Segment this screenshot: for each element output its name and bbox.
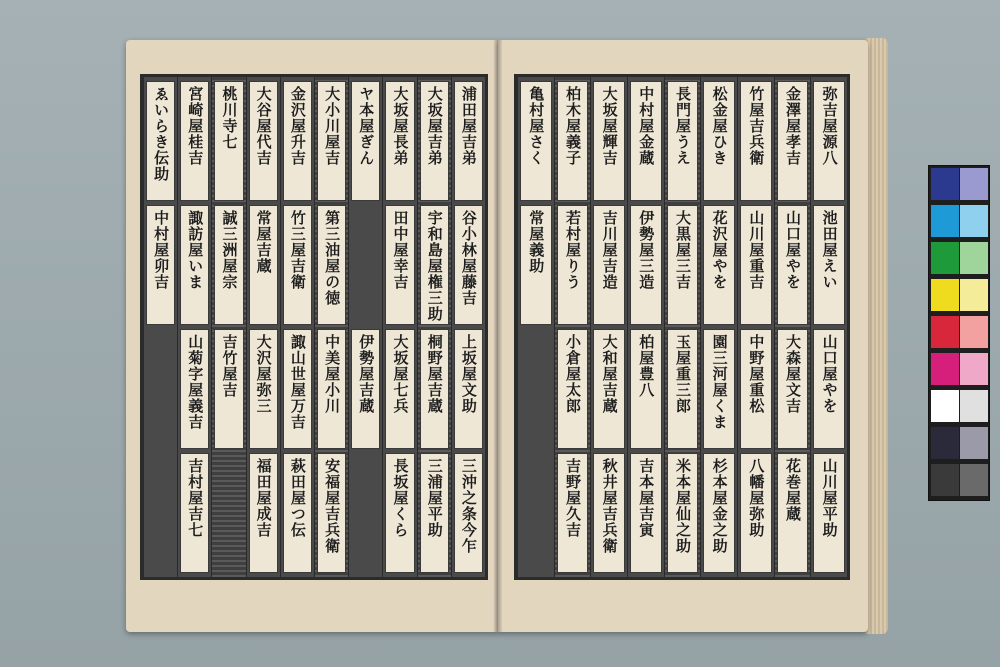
- entry-text: 常屋義助: [527, 210, 546, 274]
- entry-text: 杉本屋金之助: [710, 458, 729, 554]
- entry-text: 花沢屋やを: [710, 210, 729, 290]
- listing-entry: [593, 205, 625, 325]
- entry-text: 小倉屋太郎: [563, 334, 582, 414]
- entry-text: 萩田屋つ伝: [288, 458, 307, 538]
- entry-text: 大坂屋七兵: [391, 334, 410, 414]
- entry-text: 上坂屋文助: [459, 334, 478, 414]
- listing-entry: [214, 81, 243, 201]
- entry-text: 若村屋りう: [563, 210, 582, 290]
- entry-text: 金沢屋升吉: [288, 86, 307, 166]
- listing-entry: [249, 453, 278, 573]
- listing-entry: [703, 329, 735, 449]
- listing-entry: [385, 329, 414, 449]
- listing-entry: [351, 81, 380, 201]
- color-swatch: [931, 205, 959, 237]
- listing-entry: [630, 81, 662, 201]
- listing-entry: [593, 329, 625, 449]
- entry-text: 大小川屋吉: [323, 86, 342, 166]
- listing-entry: [454, 453, 483, 573]
- entry-text: 花巻屋蔵: [783, 458, 802, 522]
- listing-entry: [385, 205, 414, 325]
- color-swatch: [931, 168, 959, 200]
- entry-text: 大森屋文吉: [783, 334, 802, 414]
- listing-column: [280, 77, 314, 577]
- entry-text: 吉本屋吉寅: [637, 458, 656, 538]
- listing-entry: [740, 205, 772, 325]
- listing-entry: [249, 205, 278, 325]
- listing-column: [700, 77, 737, 577]
- listing-entry: [317, 453, 346, 573]
- listing-column: [177, 77, 211, 577]
- listing-column: [314, 77, 348, 577]
- listing-entry: [740, 81, 772, 201]
- entry-text: 諏山世屋万吉: [288, 334, 307, 430]
- listing-column: [737, 77, 774, 577]
- entry-text: 山菊字屋義吉: [186, 334, 205, 430]
- book-gutter: [494, 40, 502, 632]
- color-swatch: [931, 353, 959, 385]
- entry-text: 谷小林屋藤吉: [459, 210, 478, 306]
- listing-entry: [667, 453, 699, 573]
- entry-text: 米本屋仙之助: [673, 458, 692, 554]
- listing-entry: [283, 453, 312, 573]
- listing-entry: [667, 81, 699, 201]
- listing-entry: [454, 205, 483, 325]
- right-page-listing: [514, 74, 850, 580]
- entry-text: 柏屋豊八: [637, 334, 656, 398]
- entry-text: ヤ本屋ぎん: [357, 86, 376, 166]
- listing-entry: [703, 205, 735, 325]
- color-swatch: [931, 390, 959, 422]
- entry-text: 山川屋重吉: [747, 210, 766, 290]
- entry-text: 大坂屋長弟: [391, 86, 410, 166]
- page-edges: [866, 38, 888, 634]
- entry-text: 大和屋吉蔵: [600, 334, 619, 414]
- listing-entry: [317, 329, 346, 449]
- listing-entry: [520, 81, 552, 201]
- listing-entry: [813, 453, 845, 573]
- entry-text: 玉屋重三郎: [673, 334, 692, 414]
- listing-entry: [317, 81, 346, 201]
- listing-entry: [283, 329, 312, 449]
- listing-column: [451, 77, 485, 577]
- listing-entry: [740, 329, 772, 449]
- listing-column: [774, 77, 811, 577]
- listing-entry: [283, 81, 312, 201]
- listing-column: [590, 77, 627, 577]
- color-calibration-chart: [928, 165, 990, 501]
- listing-entry: [454, 81, 483, 201]
- listing-column: [664, 77, 701, 577]
- entry-text: 中村屋金蔵: [637, 86, 656, 166]
- color-swatch: [960, 279, 988, 311]
- listing-entry: [249, 329, 278, 449]
- listing-column: [627, 77, 664, 577]
- listing-column: [554, 77, 591, 577]
- entry-text: 伊勢屋吉蔵: [357, 334, 376, 414]
- entry-text: 福田屋成吉: [254, 458, 273, 538]
- color-swatch: [960, 464, 988, 496]
- listing-entry: [146, 205, 175, 325]
- listing-entry: [667, 205, 699, 325]
- listing-column: [246, 77, 280, 577]
- entry-text: 中美屋小川: [323, 334, 342, 414]
- listing-entry: [630, 329, 662, 449]
- listing-entry: [283, 205, 312, 325]
- listing-entry: [557, 81, 589, 201]
- color-swatch: [931, 464, 959, 496]
- entry-text: 竹屋吉兵衛: [747, 86, 766, 166]
- listing-entry: [146, 81, 175, 201]
- color-swatch: [960, 242, 988, 274]
- color-swatch: [960, 353, 988, 385]
- listing-column: [517, 77, 554, 577]
- entry-text: 長門屋うえ: [673, 86, 692, 166]
- open-book: [118, 32, 888, 638]
- entry-text: 山口屋やを: [820, 334, 839, 414]
- color-swatch: [960, 205, 988, 237]
- listing-entry: [630, 205, 662, 325]
- entry-text: 中村屋卯吉: [152, 210, 171, 290]
- listing-entry: [214, 205, 243, 325]
- entry-text: 中野屋重松: [747, 334, 766, 414]
- entry-text: 園三河屋くま: [710, 334, 729, 430]
- listing-entry: [813, 329, 845, 449]
- entry-text: 長坂屋くら: [391, 458, 410, 538]
- listing-entry: [385, 453, 414, 573]
- listing-entry: [420, 329, 449, 449]
- listing-entry: [777, 329, 809, 449]
- entry-text: 常屋吉蔵: [254, 210, 273, 274]
- color-swatch: [960, 427, 988, 459]
- listing-entry: [667, 329, 699, 449]
- entry-text: 三沖之条今乍: [459, 458, 478, 554]
- color-swatch: [931, 427, 959, 459]
- entry-text: 吉竹屋吉: [220, 334, 239, 398]
- listing-entry: [520, 205, 552, 325]
- listing-entry: [180, 329, 209, 449]
- listing-entry: [180, 453, 209, 573]
- entry-text: 三浦屋平助: [425, 458, 444, 538]
- color-swatch: [931, 279, 959, 311]
- listing-entry: [777, 81, 809, 201]
- listing-entry: [385, 81, 414, 201]
- entry-text: 大黒屋三吉: [673, 210, 692, 290]
- entry-text: 山口屋やを: [783, 210, 802, 290]
- listing-entry: [593, 453, 625, 573]
- listing-column: [382, 77, 416, 577]
- entry-text: 吉村屋吉七: [186, 458, 205, 538]
- listing-entry: [420, 205, 449, 325]
- entry-text: 柏木屋義子: [563, 86, 582, 166]
- listing-entry: [420, 453, 449, 573]
- entry-text: 秋井屋吉兵衛: [600, 458, 619, 554]
- listing-entry: [703, 453, 735, 573]
- listing-entry: [813, 205, 845, 325]
- entry-text: ゑいらき伝助: [152, 86, 171, 182]
- entry-text: 桃川寺七: [220, 86, 239, 150]
- listing-entry: [593, 81, 625, 201]
- listing-entry: [557, 205, 589, 325]
- left-page-listing: [140, 74, 488, 580]
- listing-entry: [813, 81, 845, 201]
- entry-text: 大谷屋代吉: [254, 86, 273, 166]
- entry-text: 諏訪屋いま: [186, 210, 205, 290]
- listing-entry: [214, 329, 243, 449]
- entry-text: 伊勢屋三造: [637, 210, 656, 290]
- entry-text: 安福屋吉兵衛: [323, 458, 342, 554]
- listing-entry: [420, 81, 449, 201]
- entry-text: 金澤屋孝吉: [783, 86, 802, 166]
- listing-column: [417, 77, 451, 577]
- entry-text: 大坂屋輝吉: [600, 86, 619, 166]
- listing-entry: [454, 329, 483, 449]
- listing-entry: [740, 453, 772, 573]
- listing-entry: [777, 205, 809, 325]
- color-swatch: [960, 168, 988, 200]
- color-swatch: [960, 316, 988, 348]
- listing-entry: [557, 329, 589, 449]
- listing-entry: [249, 81, 278, 201]
- entry-text: 浦田屋吉弟: [459, 86, 478, 166]
- entry-text: 吉野屋久吉: [563, 458, 582, 538]
- entry-text: 宇和島屋権三助: [425, 210, 444, 322]
- entry-text: 大坂屋吉弟: [425, 86, 444, 166]
- entry-text: 桐野屋吉蔵: [425, 334, 444, 414]
- listing-entry: [703, 81, 735, 201]
- entry-text: 池田屋えい: [820, 210, 839, 290]
- entry-text: 松金屋ひき: [710, 86, 729, 166]
- listing-entry: [317, 205, 346, 325]
- entry-text: 吉川屋吉造: [600, 210, 619, 290]
- entry-text: 竹三屋吉衛: [288, 210, 307, 290]
- entry-text: 八幡屋弥助: [747, 458, 766, 538]
- entry-text: 山川屋平助: [820, 458, 839, 538]
- entry-text: 田中屋幸吉: [391, 210, 410, 290]
- listing-column: [810, 77, 847, 577]
- listing-column: [211, 77, 245, 577]
- listing-entry: [630, 453, 662, 573]
- listing-entry: [180, 205, 209, 325]
- listing-column: [143, 77, 177, 577]
- listing-entry: [557, 453, 589, 573]
- entry-text: 大沢屋弥三: [254, 334, 273, 414]
- entry-text: 弥吉屋源八: [820, 86, 839, 166]
- listing-entry: [777, 453, 809, 573]
- color-swatch: [960, 390, 988, 422]
- entry-text: 亀村屋さく: [527, 86, 546, 166]
- entry-text: 宮崎屋桂吉: [186, 86, 205, 166]
- color-swatch: [931, 242, 959, 274]
- color-swatch: [931, 316, 959, 348]
- entry-text: 第三油屋の徳: [323, 210, 342, 306]
- listing-entry: [180, 81, 209, 201]
- entry-text: 誠三洲屋宗: [220, 210, 239, 290]
- listing-entry: [351, 329, 380, 449]
- listing-column: [348, 77, 382, 577]
